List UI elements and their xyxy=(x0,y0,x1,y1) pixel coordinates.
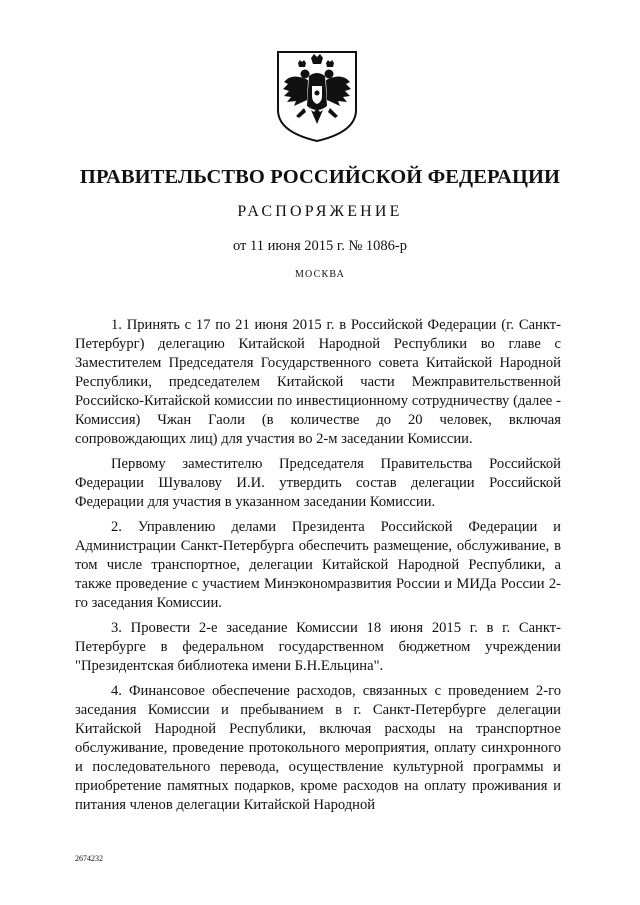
government-title: ПРАВИТЕЛЬСТВО РОССИЙСКОЙ ФЕДЕРАЦИИ xyxy=(79,166,561,188)
paragraph-3: 3. Провести 2-е заседание Комиссии 18 июня 2015 г. в г. Санкт-Петербурге в федеральном государственном бюджетном учреждении "Президентская библиотека имени Б.Н.Ельцина". xyxy=(75,620,561,674)
paragraph-1-sub: Первому заместителю Председателя Правительства Российской Федерации Шувалову И.И. утвердить состав делегации Российской Федерации для участия в указанном заседании Комиссии. xyxy=(75,456,561,510)
document-type: РАСПОРЯЖЕНИЕ xyxy=(237,203,403,220)
document-city: МОСКВА xyxy=(294,269,346,280)
paragraph-4: 4. Финансовое обеспечение расходов, связанных с проведением 2-го заседания Комиссии и пребыванием в г. Санкт-Петербурге делегации Китайской Народной Республики, включая расходы на транспортное обслуживание, проведение протокольного мероприятия, оплату синхронного и последовательного перевода, осуществление культурной программы и приобретение памятных подарков, кроме расходов на оплату проживания и питания членов делегации Китайской Народной xyxy=(75,683,561,813)
paragraph-1: 1. Принять с 17 по 21 июня 2015 г. в Российской Федерации (г. Санкт-Петербург) делегацию Китайской Народной Республики во главе с Заместителем Председателя Государственного совета Китайской Народной Республики, председателем Китайской части Межправительственной Российско-Китайской комиссии по инвестиционному сотрудничеству (далее - Комиссия) Чжан Гаоли (в количестве до 20 человек, включая сопровождающих лиц) для участия во 2-м заседании Комиссии. xyxy=(75,317,561,447)
paragraph-2: 2. Управлению делами Президента Российской Федерации и Администрации Санкт-Петербурга обеспечить размещение, обслуживание, в том числе транспортное, делегации Китайской Народной Республики, а также проведение с участием Минэкономразвития России и МИДа России 2-го заседания Комиссии. xyxy=(75,519,561,611)
document-body xyxy=(75,316,561,821)
coat-of-arms-icon xyxy=(274,48,360,144)
document-code: 2674232 xyxy=(75,854,103,863)
document-date-number: от 11 июня 2015 г. № 1086-р xyxy=(233,238,407,254)
